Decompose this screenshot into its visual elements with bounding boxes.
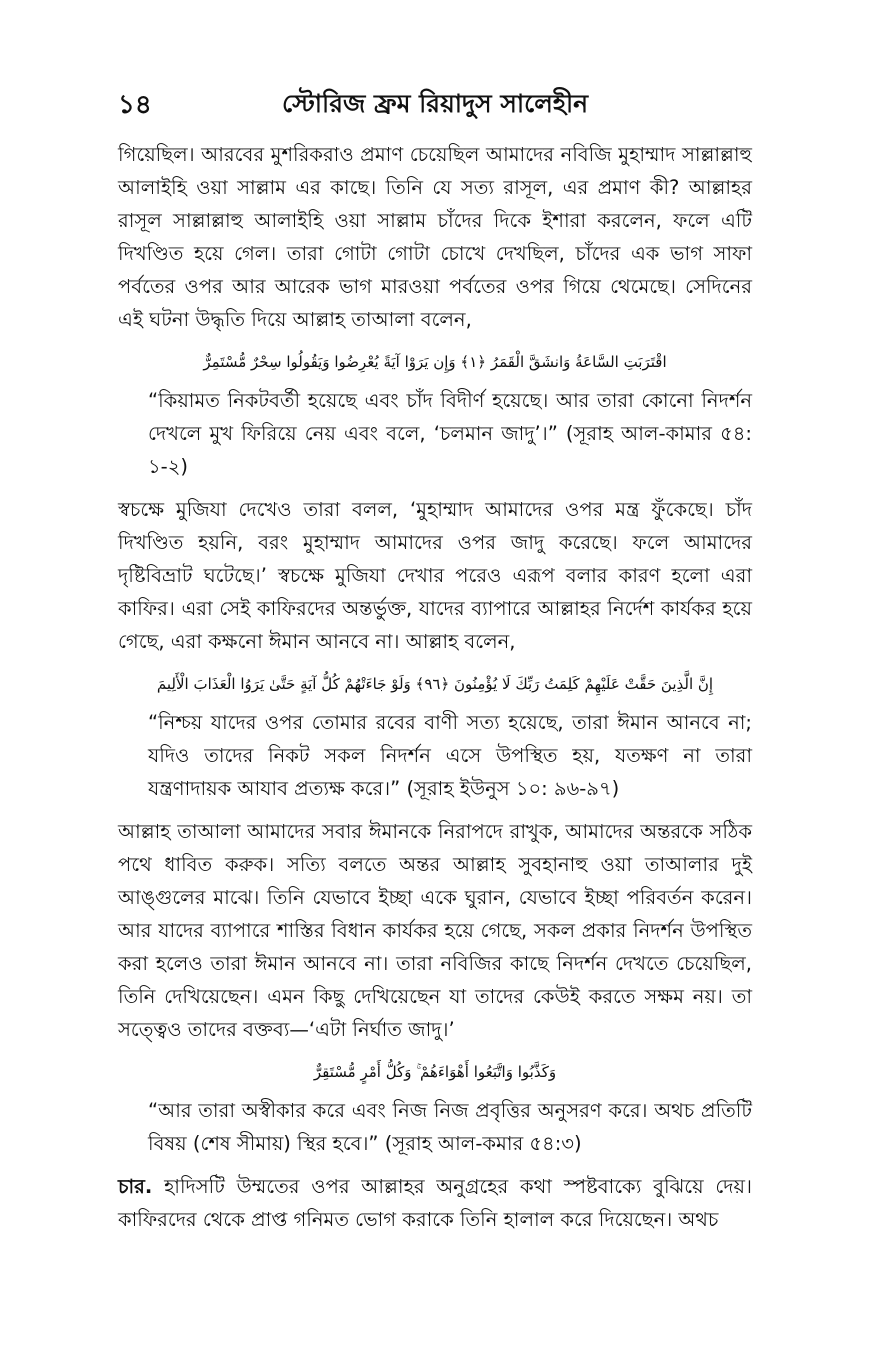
page-body — [118, 138, 752, 1236]
running-title: স্টোরিজ ফ্রম রিয়াদুস সালেহীন — [281, 89, 589, 118]
arabic-verse-1: اقْتَرَبَتِ السَّاعَةُ وَانشَقَّ الْقَمَرُ ﴿١﴾ وَإِن يَرَوْا آيَةً يُعْرِضُوا وَيَقُولُوا سِحْرٌ مُّسْتَمِرٌّ — [203, 353, 667, 371]
translation-quote-3: “আর তারা অস্বীকার করে এবং নিজ নিজ প্রবৃত্তির অনুসরণ করে। অথচ প্রতিটি বিষয় (শেষ সীমায়) স্থির হবে।” (সূরাহ আল-কমার ৫৪:৩) — [148, 1099, 752, 1155]
paragraph-3: আল্লাহ তাআলা আমাদের সবার ঈমানকে নিরাপদে রাখুক, আমাদের অন্তরকে সঠিক পথে ধাবিত করুক। সত্যি বলতে অন্তর আল্লাহ সুবহানাহু ওয়া তাআলার দুই আঙ্গুলের মাঝে। তিনি যেভাবে ইচ্ছা একে ঘুরান, যেভাবে ইচ্ছা পরিবর্তন করেন। আর যাদের ব্যাপারে শাস্তির বিধান কার্যকর হয়ে গেছে, সকল প্রকার নিদর্শন উপস্থিত করা হলেও তারা ঈমান আনবে না। তারা নবিজির কাছে নিদর্শন দেখতে চেয়েছিল, তিনি দেখিয়েছেন। এমন কিছু দেখিয়েছেন যা তাদের কেউই করতে সক্ষম নয়। তা সত্ত্বেও তাদের বক্তব্য—‘এটা নির্ঘাত জাদু।’ — [118, 820, 752, 1041]
paragraph-1: গিয়েছিল। আরবের মুশরিকরাও প্রমাণ চেয়েছিল আমাদের নবিজি মুহাম্মাদ সাল্লাল্লাহু আলাইহি ওয়া সাল্লাম এর কাছে। তিনি যে সত্য রাসূল, এর প্রমাণ কী? আল্লাহর রাসূল সাল্লাল্লাহু আলাইহি ওয়া সাল্লাম চাঁদের দিকে ইশারা করলেন, ফলে এটি দিখণ্ডিত হয়ে গেল। তারা গোটা গোটা চোখে দেখছিল, চাঁদের এক ভাগ সাফা পর্বতের ওপর আর আরেক ভাগ মারওয়া পর্বতের ওপর গিয়ে থেমেছে। সেদিনের এই ঘটনা উদ্ধৃতি দিয়ে আল্লাহ তাআলা বলেন, — [118, 143, 752, 331]
page-header — [118, 84, 752, 124]
translation-quote-1: “কিয়ামত নিকটবর্তী হয়েছে এবং চাঁদ বিদীর্ণ হয়েছে। আর তারা কোনো নিদর্শন দেখলে মুখ ফিরিয়ে নেয় এবং বলে, ‘চলমান জাদু’।” (সূরাহ আল-কামার ৫৪: ১-২) — [148, 389, 752, 478]
arabic-verse-2: إِنَّ الَّذِينَ حَقَّتْ عَلَيْهِمْ كَلِمَتُ رَبِّكَ لَا يُؤْمِنُونَ ﴿٩٦﴾ وَلَوْ جَاءَتْهُمْ كُلُّ آيَةٍ حَتَّىٰ يَرَوُا الْعَذَابَ الْأَلِيمَ — [156, 675, 714, 693]
translation-quote-2: “নিশ্চয় যাদের ওপর তোমার রবের বাণী সত্য হয়েছে, তারা ঈমান আনবে না; যদিও তাদের নিকট সকল নিদর্শন এসে উপস্থিত হয়, যতক্ষণ না তারা যন্ত্রণাদায়ক আযাব প্রত্যক্ষ করে।” (সূরাহ ইউনুস ১০: ৯৬-৯৭) — [148, 711, 752, 800]
page-number: ১৪ — [118, 90, 152, 120]
paragraph-2: স্বচক্ষে মুজিযা দেখেও তারা বলল, ‘মুহাম্মাদ আমাদের ওপর মন্ত্র ফুঁকেছে। চাঁদ দিখণ্ডিত হয়নি, বরং মুহাম্মাদ আমাদের ওপর জাদু করেছে। ফলে আমাদের দৃষ্টিবিভ্রাট ঘটেছে।’ স্বচক্ষে মুজিযা দেখার পরেও এরূপ বলার কারণ হলো এরা কাফির। এরা সেই কাফিরদের অন্তর্ভুক্ত, যাদের ব্যাপারে আল্লাহর নির্দেশ কার্যকর হয়ে গেছে, এরা কক্ষনো ঈমান আনবে না। আল্লাহ বলেন, — [118, 498, 752, 653]
arabic-verse-3: وَكَذَّبُوا وَاتَّبَعُوا أَهْوَاءَهُمْ ۚ وَكُلُّ أَمْرٍ مُّسْتَقِرٌّ — [313, 1063, 557, 1081]
paragraph-4 — [118, 1170, 752, 1236]
paragraph-4-text: হাদিসটি উম্মতের ওপর আল্লাহর অনুগ্রহের কথা স্পষ্টবাক্যে বুঝিয়ে দেয়। কাফিরদের থেকে প্রাপ্ত গনিমত ভোগ করাকে তিনি হালাল করে দিয়েছেন। অথচ — [118, 1175, 752, 1231]
point-marker: চার. — [118, 1175, 153, 1198]
